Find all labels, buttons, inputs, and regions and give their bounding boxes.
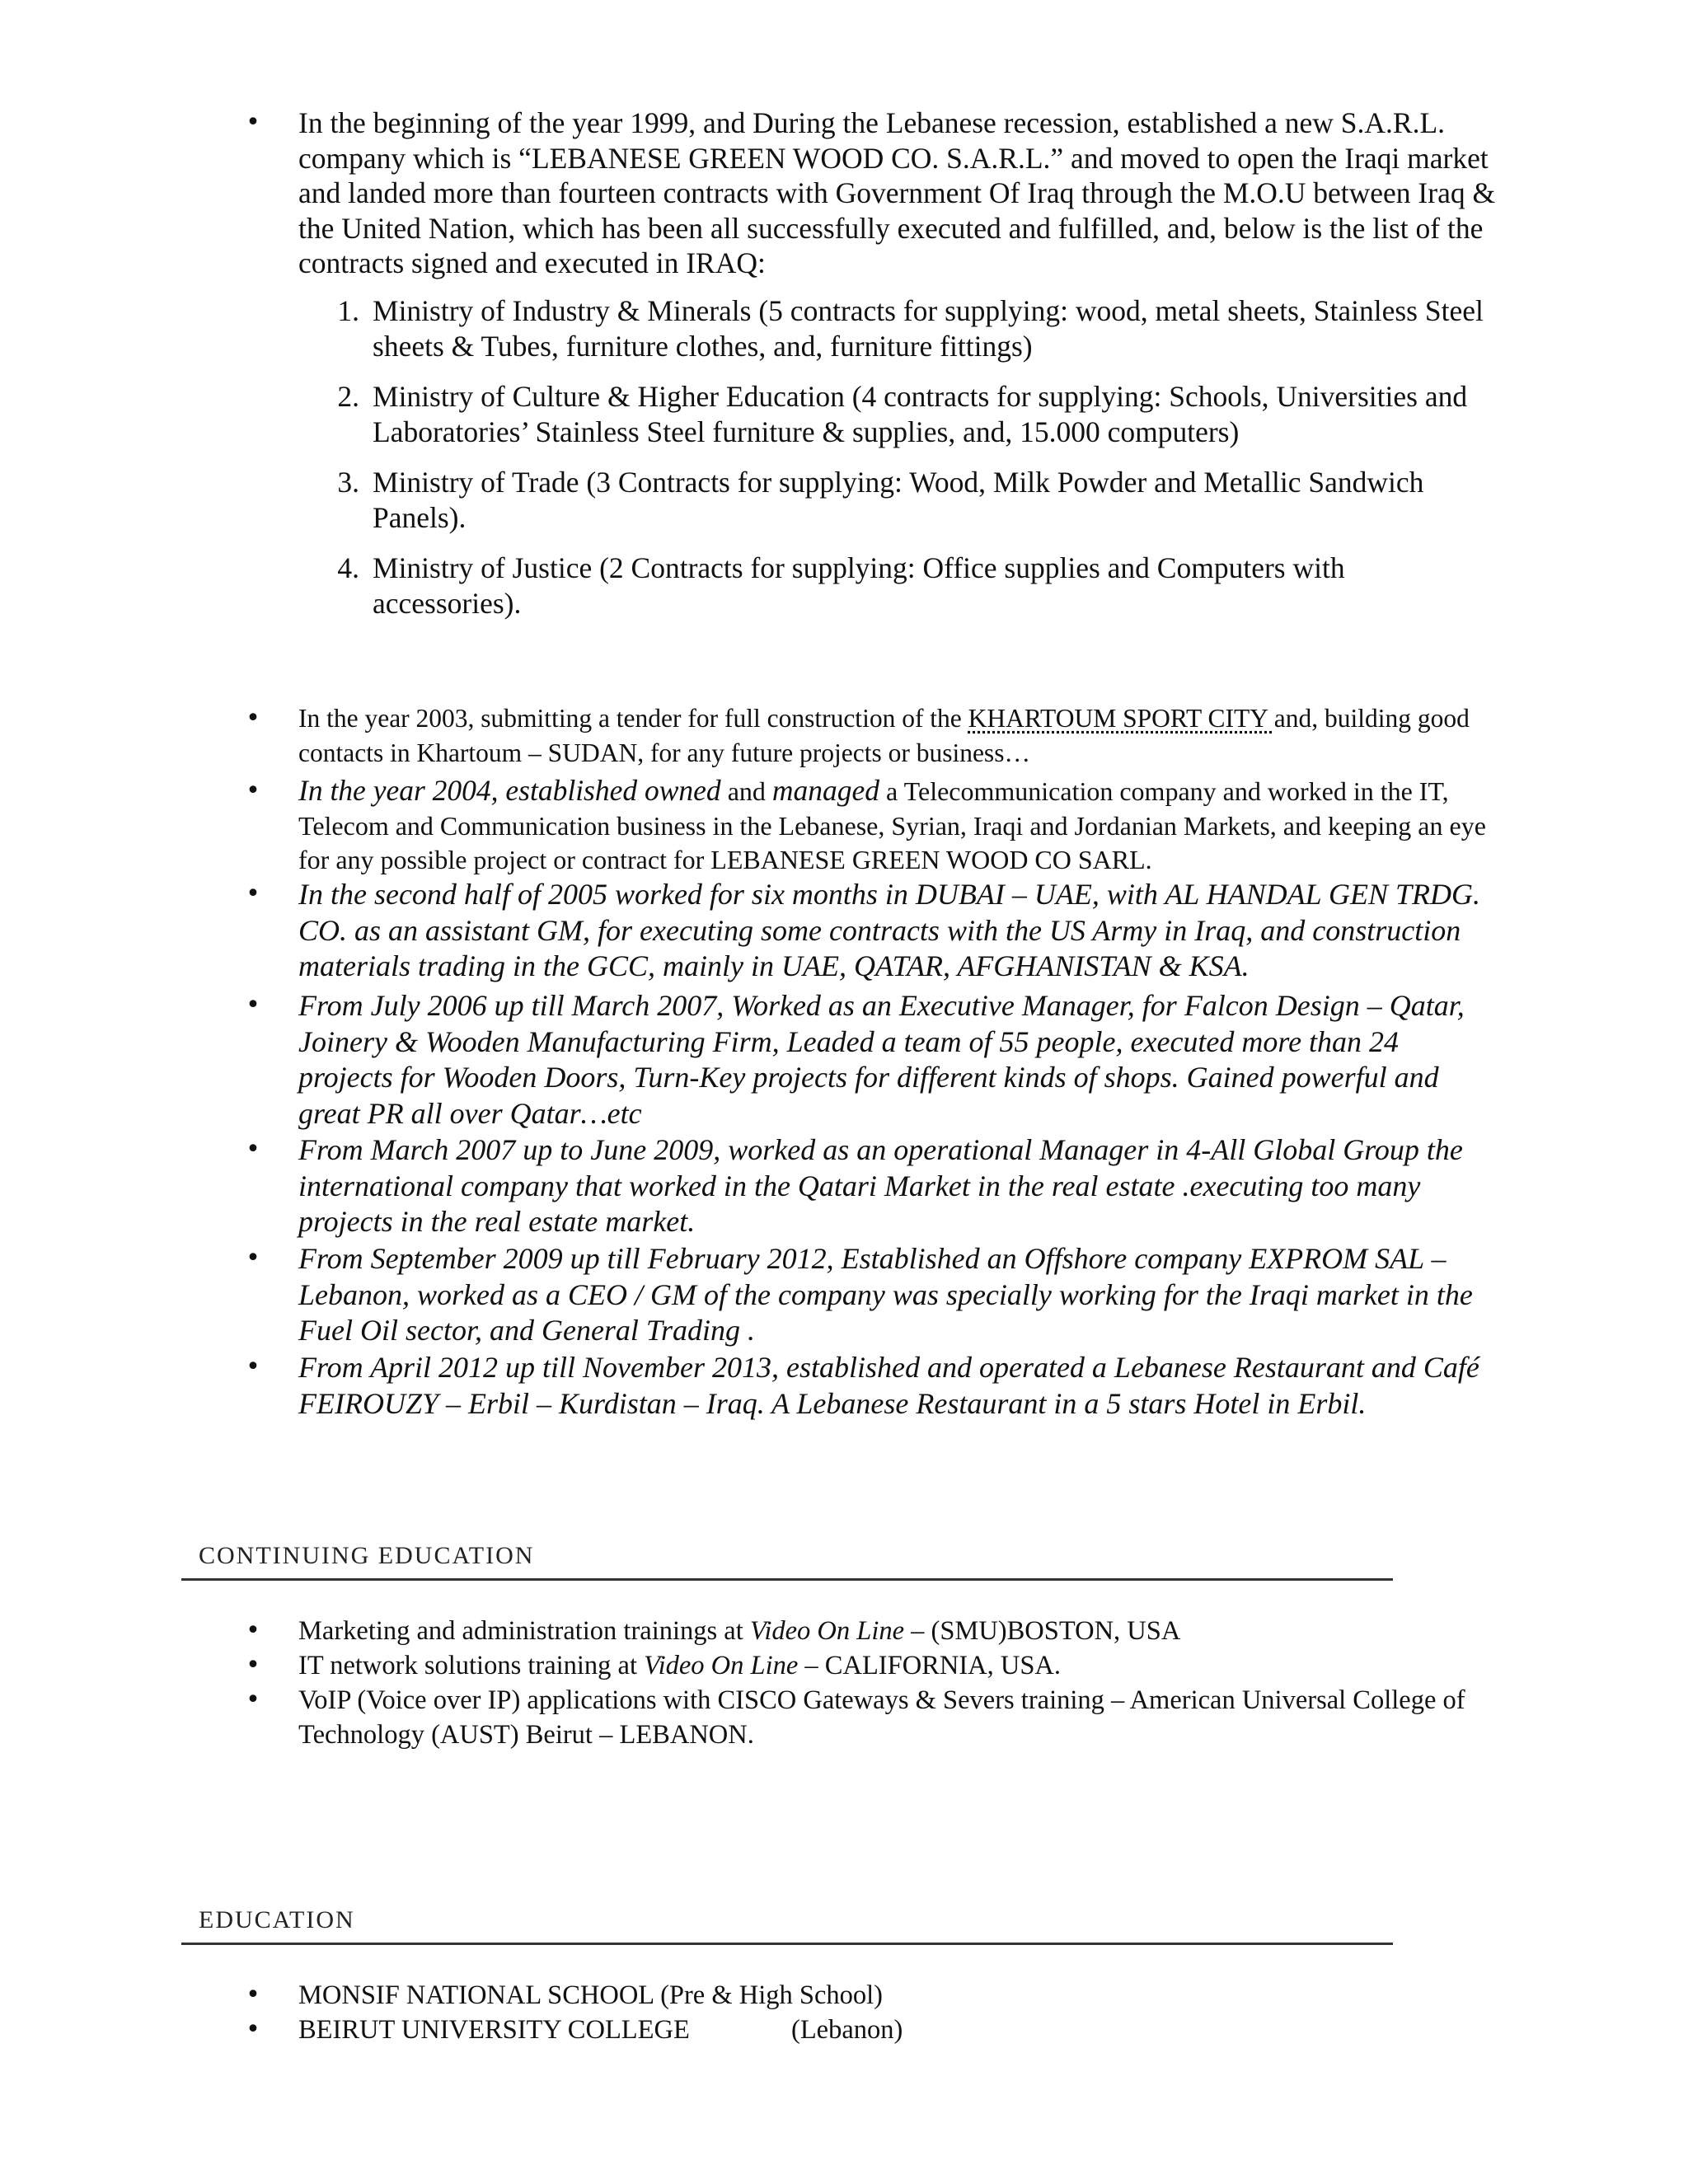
- continuing-education-item: [298, 1648, 1502, 1683]
- experience-item-8: From April 2012 up till November 2013, established and operated a Lebanese Restaurant and Café FEIROUZY – Erbil – Kurdistan – Iraq. A Lebanese Restaurant in a 5 stars Hotel in Erbil.: [298, 1351, 1479, 1420]
- item-text: In the year 2003, submitting a tender for full construction of the: [298, 704, 968, 733]
- item-text: – (SMU)BOSTON, USA: [904, 1616, 1181, 1646]
- contract-number: 4.: [337, 551, 359, 584]
- contract-number: 1.: [337, 294, 359, 327]
- bullet-marker: •: [246, 108, 260, 137]
- item-text: Marketing and administration trainings at: [298, 1616, 750, 1646]
- continuing-education-item: [298, 1614, 1502, 1648]
- bullet-marker: •: [246, 2015, 260, 2044]
- khartoum-link[interactable]: KHARTOUM SPORT CITY: [968, 704, 1274, 733]
- experience-item-1: In the beginning of the year 1999, and During the Lebanese recession, established a new S.A.R.L. company which is “LEBANESE GREEN WOOD CO. S.A.R.L.” and moved to open the Iraqi market and landed more than fourteen contracts with Government Of Iraq through the M.O.U between Iraq & the United Nation, which has been all successfully executed and fulfilled, and, below is the list of the contracts signed and executed in IRAQ:: [298, 106, 1496, 279]
- item-text-italic: In the year 2004, established owned: [298, 774, 721, 807]
- bullet-marker: •: [246, 704, 260, 733]
- item-text-italic: Video On Line: [644, 1651, 799, 1680]
- item-text: and, building good contacts in Khartoum – SUDAN, for any future projects or business…: [298, 704, 1470, 767]
- section-divider: [181, 1578, 1393, 1581]
- bullet-marker: •: [246, 1616, 260, 1645]
- bullet-marker: •: [246, 1980, 260, 2009]
- section-title-education: EDUCATION: [199, 1906, 355, 1933]
- experience-item-4: In the second half of 2005 worked for six months in DUBAI – UAE, with AL HANDAL GEN TRDG. CO. as an assistant GM, for executing some contracts with the US Army in Iraq, and construction materials trading in the GCC, mainly in UAE, QATAR, AFGHANISTAN & KSA.: [298, 878, 1480, 982]
- bullet-marker: •: [246, 991, 260, 1019]
- experience-item-5: From July 2006 up till March 2007, Worked as an Executive Manager, for Falcon Design – Qatar, Joinery & Wooden Manufacturing Firm, Leaded a team of 55 people, executed more than 24 projects for Wooden Doors, Turn-Key projects for different kinds of shops. Gained powerful and great PR all over Qatar…etc: [298, 989, 1465, 1130]
- contract-number: 2.: [337, 380, 359, 413]
- item-text: IT network solutions training at: [298, 1651, 645, 1680]
- education-item: MONSIF NATIONAL SCHOOL (Pre & High School): [298, 1980, 883, 2010]
- experience-item-7: From September 2009 up till February 2012, Established an Offshore company EXPROM SAL – Lebanon, worked as a CEO / GM of the company was specially working for the Iraqi market in the Fuel Oil sector, and General Trading .: [298, 1242, 1473, 1347]
- item-text: – CALIFORNIA, USA.: [798, 1651, 1061, 1680]
- bullet-marker: •: [246, 776, 260, 805]
- bullet-marker: •: [246, 1651, 260, 1680]
- section-divider: [181, 1943, 1393, 1945]
- education-item: BEIRUT UNIVERSITY COLLEGE: [298, 2015, 690, 2045]
- section-title-continuing-education: CONTINUING EDUCATION: [199, 1542, 535, 1569]
- bullet-marker: •: [246, 1135, 260, 1164]
- contract-number: 3.: [337, 466, 359, 499]
- item-text-italic: Video On Line: [749, 1616, 905, 1646]
- contract-item: Ministry of Industry & Minerals (5 contracts for supplying: wood, metal sheets, Stainless Steel sheets & Tubes, furniture clothes, and, furniture fittings): [373, 294, 1484, 363]
- item-text: and: [720, 776, 772, 806]
- bullet-marker: •: [246, 879, 260, 908]
- item-text: a Telecommunication company and worked in the IT, Telecom and Communication business in the Lebanese, Syrian, Iraqi and Jordanian Markets, and keeping an eye for any possible project or contract for LEBANESE GREEN WOOD CO SARL.: [298, 776, 1486, 874]
- contract-item: Ministry of Justice (2 Contracts for supplying: Office supplies and Computers with accessories).: [373, 551, 1345, 620]
- contract-item: Ministry of Culture & Higher Education (4 contracts for supplying: Schools, Universities and Laboratories’ Stainless Steel furniture & supplies, and, 15.000 computers): [373, 380, 1468, 448]
- education-location: (Lebanon): [791, 2015, 903, 2045]
- experience-item-6: From March 2007 up to June 2009, worked as an operational Manager in 4-All Global Group the international company that worked in the Qatari Market in the real estate .executing too many projects in the real estate market.: [298, 1133, 1463, 1238]
- experience-item-3: [298, 774, 1498, 878]
- experience-item-2: [298, 701, 1498, 771]
- bullet-marker: •: [246, 1244, 260, 1272]
- continuing-education-item: VoIP (Voice over IP) applications with CISCO Gateways & Severs training – American Universal College of Technology (AUST) Beirut – LEBANON.: [298, 1685, 1465, 1750]
- contract-item: Ministry of Trade (3 Contracts for supplying: Wood, Milk Powder and Metallic Sandwich Panels).: [373, 466, 1424, 534]
- bullet-marker: •: [246, 1685, 260, 1714]
- item-text-italic: managed: [771, 774, 880, 807]
- bullet-marker: •: [246, 1352, 260, 1381]
